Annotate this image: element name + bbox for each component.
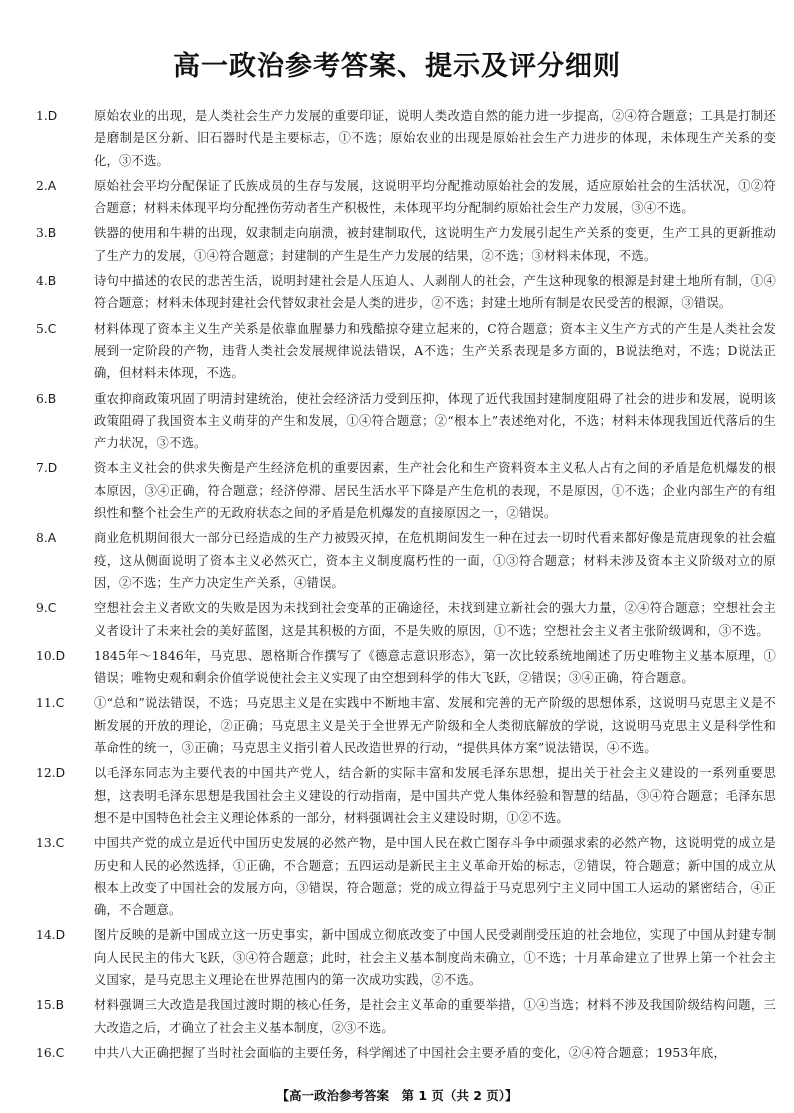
page-footer: 【高一政治参考答案 第 1 页（共 2 页）】	[276, 1088, 518, 1103]
question-number-label: 4.	[36, 274, 48, 289]
question-number	[36, 318, 94, 385]
answer-letter: C	[55, 1045, 65, 1060]
answer-letter: A	[47, 531, 57, 546]
answer-letter: A	[47, 178, 57, 193]
question-number	[36, 388, 94, 455]
question-number-label: 11.	[36, 696, 56, 711]
answer-item	[36, 645, 776, 690]
answer-item	[36, 762, 776, 829]
answer-letter: D	[47, 461, 58, 476]
question-number-label: 9.	[36, 601, 48, 616]
question-number-label: 6.	[36, 391, 48, 406]
question-number	[36, 924, 94, 991]
answer-letter: D	[47, 109, 58, 123]
answer-letter: D	[55, 928, 66, 943]
answer-item	[36, 175, 776, 220]
question-number-label: 15.	[36, 998, 56, 1013]
page-title: 高一政治参考答案、提示及评分细则	[173, 51, 621, 82]
answer-item	[36, 105, 776, 172]
answer-explanation: ①“总和”说法错误，不选；马克思主义是在实践中不断地丰富、发展和完善的无产阶级的思想体系，这说明马克思主义是不断发展的开放的理论，②正确；马克思主义是关于全世界无产阶级和全人类彻底解放的学说，这说明马克思主义是科学性和革命性的统一，③正确；马克思主义指引着人民改造世界的行动，“提供具体方案”说法错误，④不选。	[94, 696, 776, 756]
question-number-label: 16.	[36, 1045, 56, 1060]
question-number	[36, 597, 94, 642]
answer-letter: D	[55, 648, 66, 663]
question-number	[36, 832, 94, 921]
answer-letter: C	[47, 321, 57, 336]
answer-explanation: 材料体现了资本主义生产关系是依靠血腥暴力和残酷掠夺建立起来的，C符合题意；资本主义生产方式的产生是人类社会发展到一定阶段的产物，违背人类社会发展规律说法错误，A不选；生产关系表现是多方面的，B说法绝对，不选；D说法正确，但材料未体现，不选。	[94, 321, 776, 381]
answer-letter: B	[55, 998, 64, 1013]
question-number-label: 7.	[36, 461, 48, 476]
answer-explanation: 图片反映的是新中国成立这一历史事实，新中国成立彻底改变了中国人民受剥削受压迫的社会地位，实现了中国从封建专制向人民民主的伟大飞跃，③④符合题意；此时，社会主义基本制度尚未确立，①不选；十月革命建立了世界上第一个社会主义国家，是马克思主义理论在世界范围内的第一次成功实践，②不选。	[94, 928, 776, 987]
question-number	[36, 994, 94, 1039]
question-number-label: 5.	[36, 321, 48, 336]
answer-explanation: 重农抑商政策巩固了明清封建统治，使社会经济活力受到压抑，体现了近代我国封建制度阻碍了社会的进步和发展，说明该政策阻碍了我国资本主义萌芽的产生和发展，①④符合题意；②“根本上”表述绝对化，不选；材料未体现我国近代落后的生产力状况，③不选。	[94, 391, 776, 451]
answer-item	[36, 457, 776, 524]
answer-explanation: 资本主义社会的供求失衡是产生经济危机的重要因素，生产社会化和生产资料资本主义私人占有之间的矛盾是危机爆发的根本原因，③④正确，符合题意；经济停滞、居民生活水平下降是产生危机的表现，不是原因，①不选；企业内部生产的有组织性和整个社会生产的无政府状态之间的矛盾是危机爆发的直接原因之一，②错误。	[94, 461, 776, 521]
answer-explanation: 商业危机期间很大一部分已经造成的生产力被毁灭掉，在危机期间发生一种在过去一切时代看来都好像是荒唐现象的社会瘟疫，这从侧面说明了资本主义必然灭亡，资本主义制度腐朽性的一面，①③符合题意；材料未涉及资本主义阶级对立的原因，②不选；生产力决定生产关系，④错误。	[94, 531, 776, 590]
answer-item	[36, 924, 776, 991]
question-number	[36, 105, 94, 172]
answer-item	[36, 1042, 776, 1064]
answer-item	[36, 222, 776, 267]
answer-explanation: 空想社会主义者欧文的失败是因为未找到社会变革的正确途径，未找到建立新社会的强大力量，②④符合题意；空想社会主义者设计了未来社会的美好蓝图，这是其积极的方面，不是失败的原因，①不选；空想社会主义者主张阶级调和，③不选。	[94, 601, 776, 638]
answer-explanation: 铁器的使用和牛耕的出现，奴隶制走向崩溃，被封建制取代，这说明生产力发展引起生产关系的变更，生产工具的更新推动了生产力的发展，①④符合题意；封建制的产生是生产力发展的结果，②不选；③材料未体现，不选。	[94, 226, 776, 263]
answer-explanation: 以毛泽东同志为主要代表的中国共产党人，结合新的实际丰富和发展毛泽东思想，提出关于社会主义建设的一系列重要思想，这表明毛泽东思想是我国社会主义建设的行动指南，是中国共产党人集体经验和智慧的结晶，③④符合题意；毛泽东思想不是中国特色社会主义理论体系的一部分，材料强调社会主义建设时期，①②不选。	[94, 766, 776, 825]
answer-item	[36, 527, 776, 594]
answer-letter: B	[47, 391, 57, 406]
answer-item	[36, 994, 776, 1039]
question-number	[36, 527, 94, 594]
question-number	[36, 270, 94, 315]
answer-explanation: 原始农业的出现，是人类社会生产力发展的重要印证，说明人类改造自然的能力进一步提高，②④符合题意；工具是打制还是磨制是区分新、旧石器时代是主要标志，①不选；原始农业的出现是原始社会生产力进步的体现，未体现生产关系的变化，③不选。	[94, 109, 776, 168]
question-number	[36, 1042, 94, 1064]
question-number	[36, 645, 94, 690]
answer-explanation: 中国共产党的成立是近代中国历史发展的必然产物，是中国人民在救亡图存斗争中顽强求索的必然产物，这说明党的成立是历史和人民的必然选择，①正确，不合题意；五四运动是新民主主义革命开始的标志，②错误，符合题意；新中国的成立从根本上改变了中国社会的发展方向，③错误，符合题意；党的成立得益于马克思列宁主义同中国工人运动的紧密结合，④正确，不合题意。	[94, 836, 776, 918]
question-number	[36, 457, 94, 524]
answer-explanation: 1845年～1846年，马克思、恩格斯合作撰写了《德意志意识形态》，第一次比较系统地阐述了历史唯物主义基本原理，①错误；唯物史观和剩余价值学说使社会主义实现了由空想到科学的伟大飞跃，②错误；③④正确，符合题意。	[94, 648, 776, 686]
answer-letter: B	[47, 226, 57, 241]
answer-explanation: 材料强调三大改造是我国过渡时期的核心任务，是社会主义革命的重要举措，①④当选；材料不涉及我国阶级结构问题，三大改造之后，才确立了社会主义基本制度，②③不选。	[94, 998, 776, 1035]
answer-item	[36, 318, 776, 385]
question-number-label: 1.	[36, 109, 48, 123]
answer-explanation: 中共八大正确把握了当时社会面临的主要任务，科学阐述了中国社会主要矛盾的变化，②④符合题意；1953年底，	[94, 1045, 726, 1060]
question-number-label: 14.	[36, 928, 56, 943]
question-number	[36, 762, 94, 829]
answer-letter: D	[55, 766, 66, 781]
answer-explanation: 诗句中描述的农民的悲苦生活，说明封建社会是人压迫人、人剥削人的社会，产生这种现象的根源是封建土地所有制，①④符合题意；材料未体现封建社会代替奴隶社会是人类的进步，②不选；封建土地所有制是农民受苦的根源，③错误。	[94, 274, 776, 311]
question-number-label: 10.	[36, 648, 56, 663]
answer-item	[36, 388, 776, 455]
question-number-label: 2.	[36, 178, 48, 193]
answer-letter: C	[47, 601, 57, 616]
question-number-label: 13.	[36, 836, 56, 851]
answer-item	[36, 832, 776, 921]
question-number-label: 8.	[36, 531, 48, 546]
answer-explanation: 原始社会平均分配保证了氏族成员的生存与发展，这说明平均分配推动原始社会的发展，适应原始社会的生活状况，①②符合题意；材料未体现平均分配挫伤劳动者生产积极性，未体现平均分配制约原始社会生产力发展，③④不选。	[94, 178, 776, 216]
answer-letter: C	[55, 696, 65, 711]
question-number	[36, 175, 94, 220]
question-number-label: 12.	[36, 766, 56, 781]
answer-letter: B	[47, 274, 57, 289]
question-number	[36, 692, 94, 759]
answer-item	[36, 692, 776, 759]
question-number	[36, 222, 94, 267]
question-number-label: 3.	[36, 226, 48, 241]
answer-list	[36, 105, 776, 1067]
answer-item	[36, 270, 776, 315]
answer-item	[36, 597, 776, 642]
answer-letter: C	[55, 836, 65, 851]
